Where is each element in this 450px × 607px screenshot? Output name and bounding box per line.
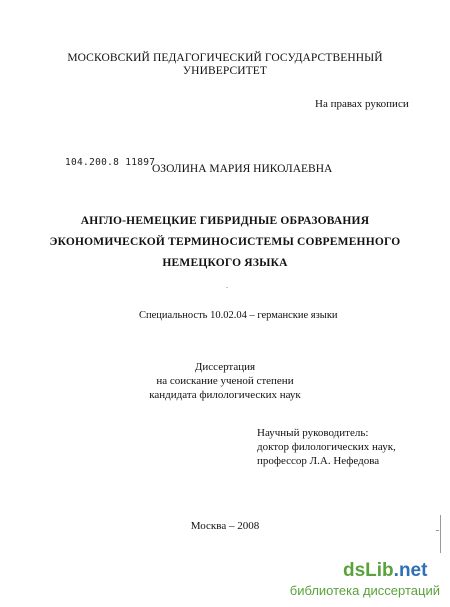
dslib-watermark-subtitle: библиотека диссертаций <box>289 583 440 598</box>
specialty-line: Специальность 10.02.04 – германские языки <box>139 310 338 321</box>
scan-artifact-tick <box>436 530 439 531</box>
manuscript-rights-note: На правах рукописи <box>315 98 409 110</box>
supervisor-line-2: доктор филологических наук, <box>257 441 396 453</box>
watermark-logo-part-2: .net <box>393 560 428 581</box>
scientific-supervisor <box>257 426 396 468</box>
degree-line-2: на соискание ученой степени <box>156 375 294 387</box>
degree-statement <box>0 360 450 402</box>
catalog-stamp-code: 104.200.8 11897 <box>65 157 156 168</box>
scan-artifact-mark <box>440 515 441 553</box>
author-name: ОЗОЛИНА МАРИЯ НИКОЛАЕВНА <box>152 163 333 175</box>
title-line-2: ЭКОНОМИЧЕСКОЙ ТЕРМИНОСИСТЕМЫ СОВРЕМЕННОГО <box>49 236 401 248</box>
supervisor-line-3: профессор Л.А. Нефедова <box>257 455 380 467</box>
title-line-3: НЕМЕЦКОГО ЯЗЫКА <box>162 257 288 269</box>
institution-line-2: УНИВЕРСИТЕТ <box>182 65 268 77</box>
title-line-1: АНГЛО-НЕМЕЦКИЕ ГИБРИДНЫЕ ОБРАЗОВАНИЯ <box>80 215 370 227</box>
stray-dot: . <box>226 281 228 290</box>
degree-line-3: кандидата филологических наук <box>149 389 301 401</box>
supervisor-line-1: Научный руководитель: <box>257 427 369 439</box>
city-and-year: Москва – 2008 <box>190 520 260 532</box>
institution-name <box>0 52 450 78</box>
dslib-watermark-logo <box>343 561 427 581</box>
institution-line-1: МОСКОВСКИЙ ПЕДАГОГИЧЕСКИЙ ГОСУДАРСТВЕННЫЙ <box>67 52 383 64</box>
watermark-logo-part-1: dsLib <box>343 560 394 581</box>
degree-line-1: Диссертация <box>194 361 256 373</box>
dissertation-title <box>0 211 450 274</box>
